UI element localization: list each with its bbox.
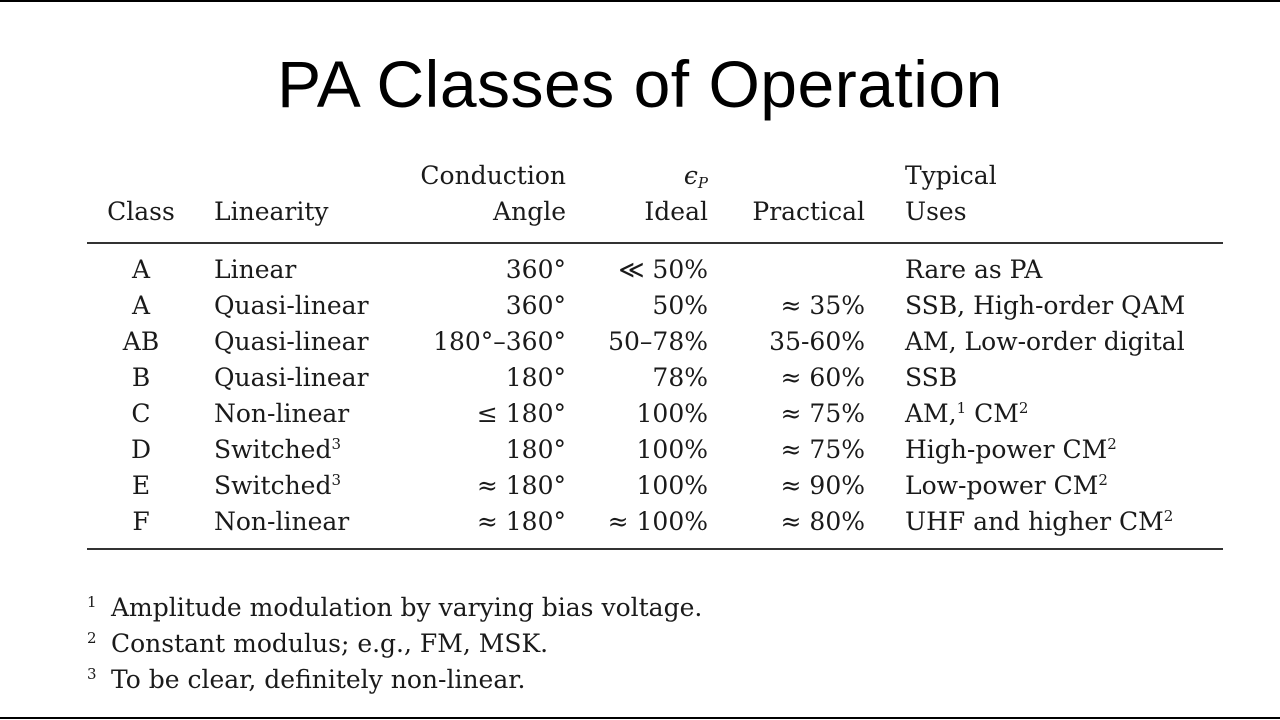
cell-linearity: Non-linear xyxy=(214,399,350,428)
cell-uses: SSB xyxy=(905,363,958,392)
cell-class: B xyxy=(131,363,151,392)
table-row xyxy=(87,324,1223,360)
cell-ideal: 50% xyxy=(652,291,708,320)
footnote-text: Constant modulus; e.g., FM, MSK. xyxy=(111,629,549,658)
footnote xyxy=(87,656,702,692)
cell-angle: ≤ 180° xyxy=(476,399,566,428)
table-top-rule xyxy=(87,242,1223,244)
cell-linearity: Non-linear xyxy=(214,507,350,536)
cell-class: C xyxy=(131,399,151,428)
footnotes xyxy=(87,584,702,692)
table-header-row-2 xyxy=(87,194,1223,230)
header-eps-subscript: P xyxy=(697,174,708,192)
cell-ideal: 100% xyxy=(636,471,708,500)
cell-angle: 180° xyxy=(505,435,566,464)
cell-uses: SSB, High-order QAM xyxy=(905,291,1186,320)
footnote-ref: 1 xyxy=(956,399,967,417)
footnote-ref: 2 xyxy=(1098,471,1108,489)
cell-ideal: 78% xyxy=(652,363,708,392)
cell-ideal: ≈ 100% xyxy=(607,507,708,536)
cell-ideal: ≪ 50% xyxy=(618,255,708,284)
cell-linearity: Quasi-linear xyxy=(214,363,369,392)
cell-practical: 35-60% xyxy=(769,327,865,356)
cell-class: AB xyxy=(122,327,160,356)
cell-uses: Rare as PA xyxy=(905,255,1043,284)
cell-ideal: 100% xyxy=(636,399,708,428)
footnote-ref: 3 xyxy=(331,471,342,489)
footnote-ref: 2 xyxy=(1107,435,1117,453)
table-header-row-1 xyxy=(87,158,1223,194)
footnote-text: To be clear, definitely non-linear. xyxy=(111,665,526,694)
cell-class: A xyxy=(131,255,151,284)
top-border xyxy=(0,0,1280,2)
footnote-ref: 3 xyxy=(331,435,342,453)
cell-linearity xyxy=(214,468,341,504)
cell-uses-text: UHF and higher CM xyxy=(905,507,1164,536)
cell-uses xyxy=(905,468,1108,504)
cell-uses xyxy=(905,432,1117,468)
cell-practical: ≈ 75% xyxy=(780,399,865,428)
cell-practical: ≈ 35% xyxy=(780,291,865,320)
cell-ideal: 100% xyxy=(636,435,708,464)
classes-table xyxy=(87,158,1223,550)
cell-uses: AM, Low-order digital xyxy=(905,327,1185,356)
footnote-marker: 3 xyxy=(87,665,97,683)
header-eps-symbol: ϵ xyxy=(683,161,698,190)
cell-class: A xyxy=(131,291,151,320)
header-uses-line1: Typical xyxy=(905,161,997,190)
footnote-text: Amplitude modulation by varying bias voltage. xyxy=(111,593,703,622)
cell-practical: ≈ 80% xyxy=(780,507,865,536)
header-uses-line2: Uses xyxy=(905,197,967,226)
table-bottom-rule xyxy=(87,548,1223,550)
cell-practical: ≈ 75% xyxy=(780,435,865,464)
cell-practical: ≈ 60% xyxy=(780,363,865,392)
cell-practical: ≈ 90% xyxy=(780,471,865,500)
header-class: Class xyxy=(107,197,175,226)
cell-linearity-text: Switched xyxy=(214,471,332,500)
cell-linearity: Quasi-linear xyxy=(214,327,369,356)
cell-uses-text: Low-power CM xyxy=(905,471,1099,500)
table-row xyxy=(87,468,1223,504)
cell-uses xyxy=(905,396,1028,432)
footnote xyxy=(87,584,702,620)
cell-angle: ≈ 180° xyxy=(476,507,566,536)
footnote-marker: 1 xyxy=(87,593,97,611)
cell-linearity xyxy=(214,432,341,468)
footnote-marker: 2 xyxy=(87,629,97,647)
cell-uses-text: AM, xyxy=(905,399,957,428)
table-row xyxy=(87,288,1223,324)
cell-uses-text: High-power CM xyxy=(905,435,1108,464)
cell-linearity: Quasi-linear xyxy=(214,291,369,320)
table-row xyxy=(87,396,1223,432)
cell-angle: ≈ 180° xyxy=(476,471,566,500)
header-conduction-line1: Conduction xyxy=(420,161,566,190)
cell-class: F xyxy=(132,507,150,536)
table-row xyxy=(87,432,1223,468)
cell-angle: 360° xyxy=(505,291,566,320)
bottom-border xyxy=(0,717,1280,719)
cell-ideal: 50–78% xyxy=(608,327,708,356)
cell-linearity-text: Switched xyxy=(214,435,332,464)
cell-class: D xyxy=(130,435,152,464)
cell-linearity: Linear xyxy=(214,255,297,284)
table-row xyxy=(87,252,1223,288)
header-ideal: Ideal xyxy=(644,197,708,226)
footnote-ref: 2 xyxy=(1163,507,1174,525)
header-conduction-line2: Angle xyxy=(493,197,566,226)
cell-angle: 360° xyxy=(505,255,566,284)
cell-angle: 180°–360° xyxy=(433,327,566,356)
cell-uses xyxy=(905,504,1173,540)
table-body xyxy=(87,252,1223,540)
cell-uses-tail: CM xyxy=(966,399,1019,428)
slide-title: PA Classes of Operation xyxy=(277,47,1003,121)
footnote xyxy=(87,620,702,656)
header-practical: Practical xyxy=(752,197,865,226)
header-linearity: Linearity xyxy=(214,197,329,226)
cell-class: E xyxy=(131,471,151,500)
cell-angle: 180° xyxy=(505,363,566,392)
table-row xyxy=(87,360,1223,396)
table-row xyxy=(87,504,1223,540)
footnote-ref: 2 xyxy=(1018,399,1029,417)
